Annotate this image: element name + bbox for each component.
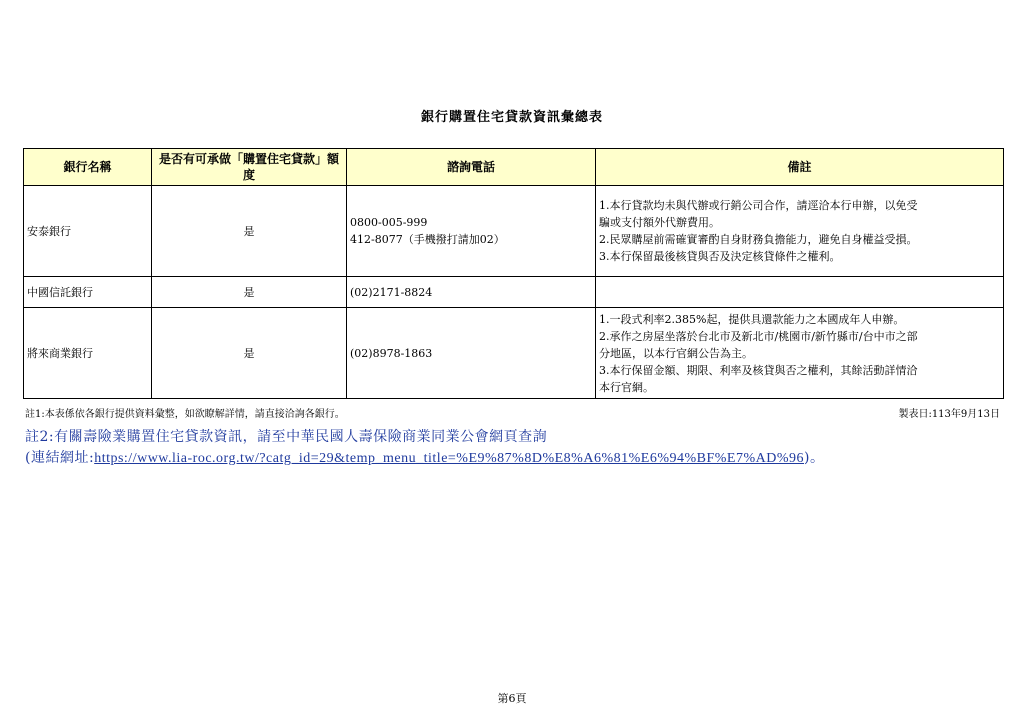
phone-cell (347, 186, 596, 277)
remarks-cell (596, 277, 1004, 308)
page-title: 銀行購置住宅貸款資訊彙總表 (420, 110, 603, 125)
table-row (24, 277, 1004, 308)
remark-line: 2.承作之房屋坐落於台北市及新北市/桃園市/新竹縣市/台中市之部 (599, 329, 918, 343)
phone-line: 412-8077（手機撥打請加02） (350, 233, 505, 246)
availability-cell: 是 (152, 277, 347, 308)
made-date: 製表日:113年9月13日 (898, 409, 1000, 420)
header-phone: 諮詢電話 (347, 149, 596, 186)
page-number: 第6頁 (497, 692, 527, 705)
header-remarks: 備註 (596, 149, 1004, 186)
phone-line: (02)2171-8824 (350, 285, 433, 299)
phone-line: 0800-005-999 (350, 216, 428, 229)
availability-cell: 是 (152, 308, 347, 399)
remark-line: 本行官網。 (599, 380, 654, 394)
table-row (24, 186, 1004, 277)
availability-cell: 是 (152, 186, 347, 277)
lia-roc-link[interactable]: https://www.lia-roc.org.tw/?catg_id=29&temp_menu_title=%E9%87%8D%E8%A6%81%E6%94%BF%E7%AD%96 (94, 451, 805, 466)
footnote-2-link-line (25, 448, 1005, 469)
loan-info-table (23, 148, 1004, 399)
bank-name-cell: 中國信託銀行 (24, 277, 152, 308)
remark-line: 1.本行貸款均未與代辦或行銷公司合作，請逕洽本行申辦，以免受 (599, 199, 918, 212)
phone-cell (347, 308, 596, 399)
header-bank-name: 銀行名稱 (24, 149, 152, 186)
table-header-row (24, 149, 1004, 186)
footnote-2-text: 註2:有關壽險業購置住宅貸款資訊，請至中華民國人壽保險商業同業公會網頁查詢 (25, 429, 548, 445)
bank-name-cell: 安泰銀行 (24, 186, 152, 277)
footnote-1: 註1:本表係依各銀行提供資料彙整，如欲瞭解詳情，請直接洽詢各銀行。 (25, 409, 345, 420)
remark-line: 3.本行保留最後核貸與否及決定核貸條件之權利。 (599, 250, 841, 263)
table-row (24, 308, 1004, 399)
remarks-cell (596, 186, 1004, 277)
remark-line: 分地區，以本行官網公告為主。 (599, 346, 753, 360)
remarks-cell (596, 308, 1004, 399)
remark-line: 3.本行保留金額、期限、利率及核貸與否之權利，其餘活動詳情洽 (599, 363, 918, 377)
bank-name-cell: 將來商業銀行 (24, 308, 152, 399)
link-suffix: )。 (804, 450, 825, 466)
link-prefix: (連結網址: (25, 450, 95, 466)
phone-cell (347, 277, 596, 308)
remark-line: 騙或支付額外代辦費用。 (599, 216, 720, 229)
header-availability: 是否有可承做「購置住宅貸款」額度 (152, 149, 347, 186)
phone-line: (02)8978-1863 (350, 346, 433, 360)
remark-line: 1.一段式利率2.385%起，提供具還款能力之本國成年人申辦。 (599, 312, 905, 326)
remark-line: 2.民眾購屋前需確實審酌自身財務負擔能力，避免自身權益受損。 (599, 233, 918, 246)
footnote-2 (25, 427, 1005, 469)
